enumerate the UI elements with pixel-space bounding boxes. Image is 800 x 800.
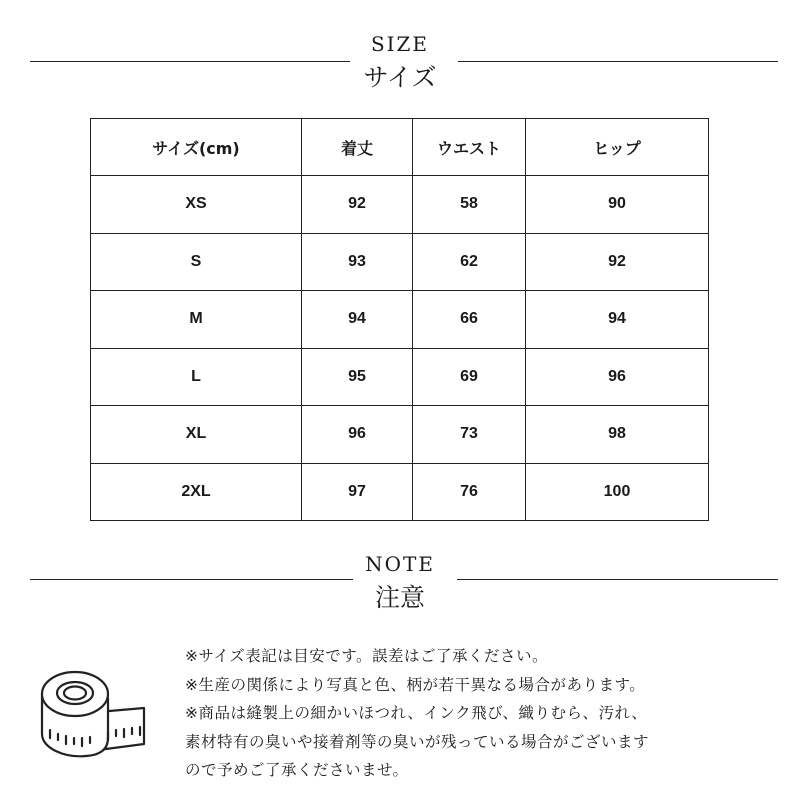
hip-cell: 90 <box>526 176 709 234</box>
header-length: 着丈 <box>302 119 413 176</box>
note-line: ※商品は縫製上の細かいほつれ、インク飛び、織りむら、汚れ、 <box>185 704 648 722</box>
waist-cell: 66 <box>413 291 526 349</box>
size-label-cell: 2XL <box>91 463 302 521</box>
waist-cell: 62 <box>413 233 526 291</box>
length-cell: 97 <box>302 463 413 521</box>
table-row <box>91 463 709 521</box>
size-title-en: SIZE <box>370 32 430 56</box>
table-row <box>91 233 709 291</box>
size-table <box>90 118 709 521</box>
length-cell: 94 <box>302 291 413 349</box>
note-text <box>185 642 785 785</box>
header-waist: ウエスト <box>413 119 526 176</box>
table-row <box>91 291 709 349</box>
size-label-cell: S <box>91 233 302 291</box>
size-label-cell: XL <box>91 406 302 464</box>
note-line: 素材特有の臭いや接着剤等の臭いが残っている場合がございます <box>185 732 650 751</box>
note-line: ※サイズ表記は目安です。誤差はご了承ください。 <box>185 647 549 665</box>
size-label-cell: XS <box>91 176 302 234</box>
note-section-header <box>0 548 800 612</box>
note-line: ので予めご了承くださいませ。 <box>185 761 409 779</box>
measuring-tape-icon <box>36 658 148 762</box>
waist-cell: 58 <box>413 176 526 234</box>
size-section-header <box>0 30 800 90</box>
header-size-cm: サイズ(cm) <box>91 119 302 176</box>
table-row <box>91 348 709 406</box>
hip-cell: 92 <box>526 233 709 291</box>
length-cell: 92 <box>302 176 413 234</box>
length-cell: 96 <box>302 406 413 464</box>
size-label-cell: L <box>91 348 302 406</box>
note-title-ja: 注意 <box>374 583 425 612</box>
note-line: ※生産の関係により写真と色、柄が若干異なる場合があります。 <box>185 675 646 694</box>
size-table-header-row <box>91 119 709 176</box>
waist-cell: 69 <box>413 348 526 406</box>
size-title-ja: サイズ <box>363 63 437 92</box>
waist-cell: 76 <box>413 463 526 521</box>
table-row <box>91 406 709 464</box>
hip-cell: 94 <box>526 291 709 349</box>
header-hip: ヒップ <box>526 119 709 176</box>
waist-cell: 73 <box>413 406 526 464</box>
note-title-en: NOTE <box>365 552 435 576</box>
length-cell: 95 <box>302 348 413 406</box>
length-cell: 93 <box>302 233 413 291</box>
size-label-cell: M <box>91 291 302 349</box>
table-row <box>91 176 709 234</box>
hip-cell: 98 <box>526 406 709 464</box>
hip-cell: 100 <box>526 463 709 521</box>
hip-cell: 96 <box>526 348 709 406</box>
